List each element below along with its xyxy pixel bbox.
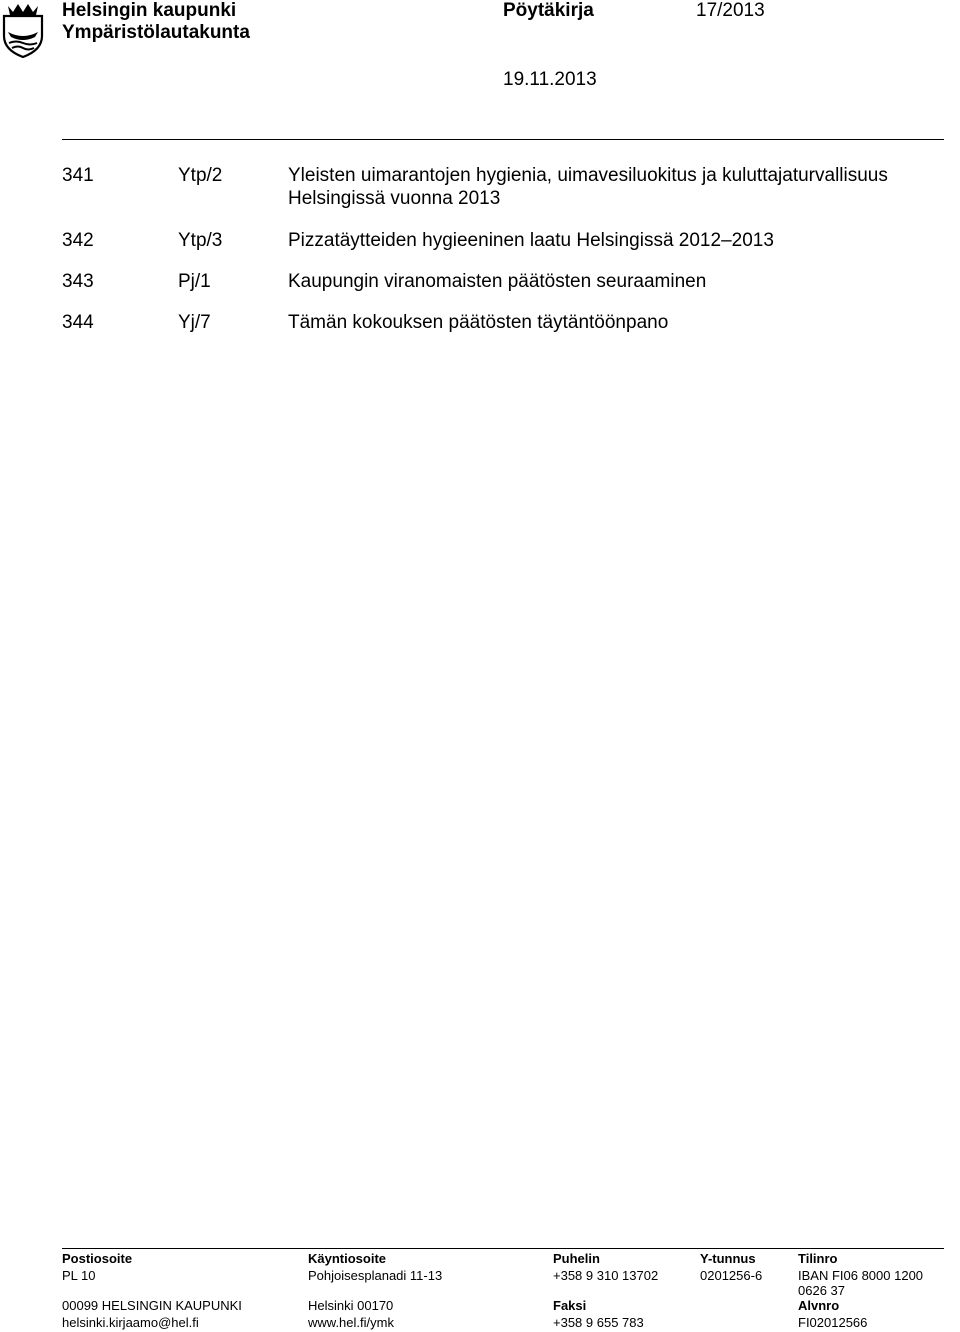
website-address: www.hel.fi/ymk <box>308 1315 394 1330</box>
visiting-address-line: Pohjoisesplanadi 11-13 <box>308 1268 443 1283</box>
fax-number: +358 9 655 783 <box>553 1315 644 1330</box>
account-label: Tilinro <box>798 1251 838 1266</box>
account-value: IBAN FI06 8000 1200 <box>798 1268 924 1283</box>
agenda-number: 343 <box>62 271 94 292</box>
agenda-title: Tämän kokouksen päätösten täytäntöönpano <box>288 312 669 333</box>
postal-address-label: Postiosoite <box>62 1251 133 1266</box>
agenda-title: Pizzatäytteiden hygieeninen laatu Helsingissä 2012–2013 <box>288 230 774 251</box>
agenda-code: Ytp/2 <box>178 165 223 186</box>
agenda-number: 341 <box>62 165 94 186</box>
postal-address-line: 00099 HELSINGIN KAUPUNKI <box>62 1298 242 1313</box>
agenda-number: 342 <box>62 230 94 251</box>
account-value-continued: 0626 37 <box>798 1283 845 1298</box>
document-number: 17/2013 <box>696 0 765 21</box>
fax-label: Faksi <box>553 1298 587 1313</box>
unit-name: Ympäristölautakunta <box>62 22 250 43</box>
agenda-code: Pj/1 <box>178 271 211 292</box>
phone-number: +358 9 310 13702 <box>553 1268 659 1283</box>
meeting-date: 19.11.2013 <box>503 69 597 90</box>
visiting-address-label: Käyntiosoite <box>308 1251 387 1266</box>
city-crest-logo <box>0 0 46 58</box>
postal-address-line: PL 10 <box>62 1268 96 1283</box>
organization-name: Helsingin kaupunki <box>62 0 237 21</box>
business-id-value: 0201256-6 <box>700 1268 763 1283</box>
visiting-address-line: Helsinki 00170 <box>308 1298 394 1313</box>
vat-value: FI02012566 <box>798 1315 868 1330</box>
agenda-number: 344 <box>62 312 94 333</box>
phone-label: Puhelin <box>553 1251 600 1266</box>
header-divider <box>62 139 944 140</box>
agenda-code: Yj/7 <box>178 312 211 333</box>
email-address: helsinki.kirjaamo@hel.fi <box>62 1315 199 1330</box>
footer-divider <box>62 1248 944 1249</box>
vat-label: Alvnro <box>798 1298 840 1313</box>
agenda-code: Ytp/3 <box>178 230 223 251</box>
document-type: Pöytäkirja <box>503 0 594 21</box>
business-id-label: Y-tunnus <box>700 1251 756 1266</box>
agenda-title: Yleisten uimarantojen hygienia, uimavesiluokitus ja kuluttajaturvallisuus Helsingissä vuonna 2013 <box>288 165 888 209</box>
agenda-title: Kaupungin viranomaisten päätösten seuraaminen <box>288 271 707 292</box>
